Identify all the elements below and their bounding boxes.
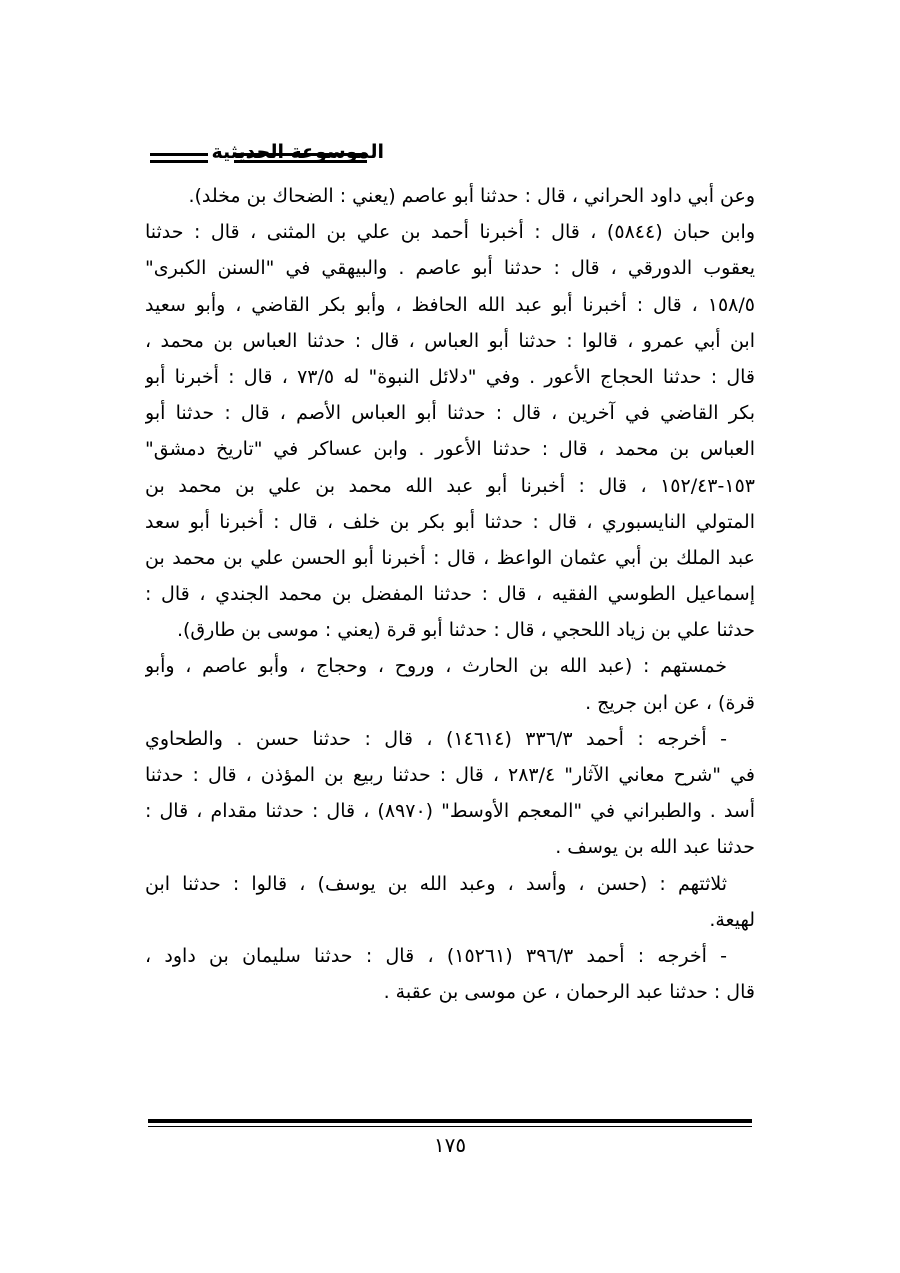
text-line: عبد الملك بن أبي عثمان الواعظ ، قال : أخبرنا أبو الحسن علي بن محمد بن bbox=[145, 546, 755, 569]
text-line: حدثنا عبد الله بن يوسف . bbox=[555, 836, 755, 859]
body-text bbox=[145, 178, 755, 1010]
text-line: قال : حدثنا عبد الرحمان ، عن موسى بن عقبة . bbox=[383, 981, 755, 1004]
text-line: - أخرجه : أحمد ٣٣٦/٣ (١٤٦١٤) ، قال : حدثنا حسن . والطحاوي bbox=[145, 727, 727, 750]
text-line: العباس بن محمد ، قال : حدثنا الأعور . وابن عساكر في "تاريخ دمشق" bbox=[145, 438, 755, 461]
text-line: حدثنا علي بن زياد اللحجي ، قال : حدثنا أبو قرة (يعني : موسى بن طارق). bbox=[176, 619, 755, 642]
text-line: - أخرجه : أحمد ٣٩٦/٣ (١٥٢٦١) ، قال : حدثنا سليمان بن داود ، bbox=[145, 944, 727, 967]
text-line: خمستهم : (عبد الله بن الحارث ، وروح ، وحجاج ، وأبو عاصم ، وأبو bbox=[145, 655, 727, 678]
text-line: قال : حدثنا الحجاج الأعور . وفي "دلائل النبوة" له ٧٣/٥ ، قال : أخبرنا أبو bbox=[145, 365, 755, 388]
header-title: الموسوعة الحديثية bbox=[211, 141, 384, 163]
text-line: بكر القاضي في آخرين ، قال : حدثنا أبو العباس الأصم ، قال : حدثنا أبو bbox=[145, 402, 755, 425]
text-line: وعن أبي داود الحراني ، قال : حدثنا أبو عاصم (يعني : الضحاك بن مخلد). bbox=[188, 185, 755, 207]
text-line: وابن حبان (٥٨٤٤) ، قال : أخبرنا أحمد بن علي بن المثنى ، قال : حدثنا bbox=[145, 221, 755, 244]
text-line: إسماعيل الطوسي الفقيه ، قال : حدثنا المفضل بن محمد الجندي ، قال : bbox=[145, 583, 755, 606]
text-line: قرة) ، عن ابن جريج . bbox=[585, 691, 755, 714]
text-line: لهيعة. bbox=[709, 908, 755, 931]
text-line: ابن أبي عمرو ، قالوا : حدثنا أبو العباس ، قال : حدثنا العباس بن محمد ، bbox=[145, 329, 755, 352]
page-number: ١٧٥ bbox=[433, 1133, 467, 1157]
text-line: المتولي النايسبوري ، قال : حدثنا أبو بكر بن خلف ، قال : أخبرنا أبو سعد bbox=[145, 510, 755, 533]
text-line: ١٥٨/٥ ، قال : أخبرنا أبو عبد الله الحافظ ، وأبو بكر القاضي ، وأبو سعيد bbox=[145, 293, 755, 316]
footer-rule bbox=[148, 1119, 752, 1127]
text-line: يعقوب الدورقي ، قال : حدثنا أبو عاصم . والبيهقي في "السنن الكبرى" bbox=[145, 257, 755, 280]
text-line: في "شرح معاني الآثار" ٢٨٣/٤ ، قال : حدثنا ربيع بن المؤذن ، قال : حدثنا bbox=[145, 764, 755, 786]
text-line: ١٥٣-١٥٢/٤٣ ، قال : أخبرنا أبو عبد الله محمد بن علي بن محمد بن bbox=[145, 474, 755, 497]
header-rule-right bbox=[150, 153, 208, 163]
text-line: ثلاثتهم : (حسن ، وأسد ، وعبد الله بن يوسف) ، قالوا : حدثنا ابن bbox=[145, 872, 727, 895]
text-line: أسد . والطبراني في "المعجم الأوسط" (٨٩٧٠) ، قال : حدثنا مقدام ، قال : bbox=[145, 800, 755, 823]
